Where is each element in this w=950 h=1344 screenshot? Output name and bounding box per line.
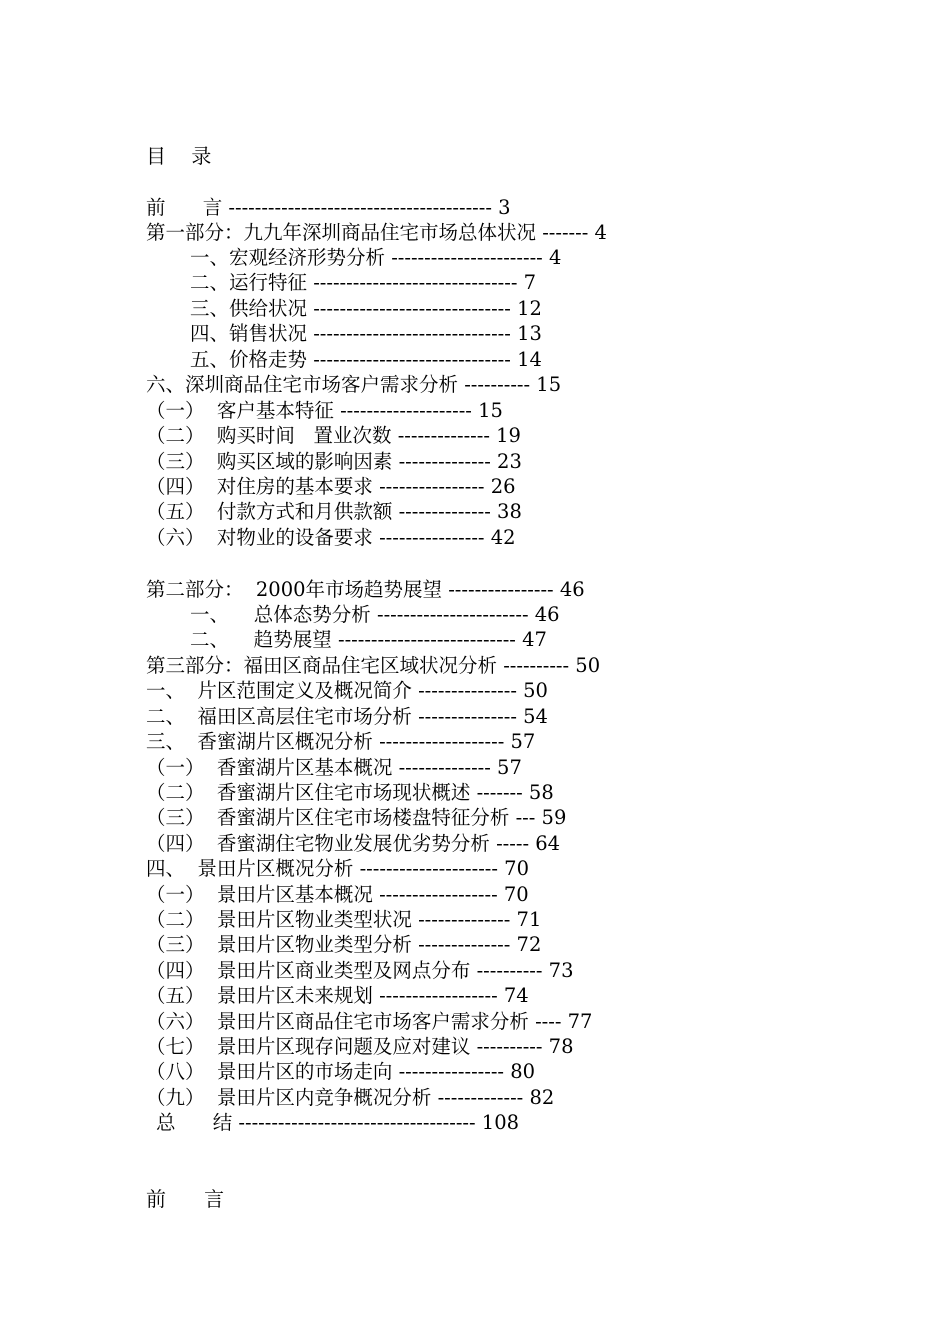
- toc-entry: （七） 景田片区现存问题及应对建议 ---------- 78: [146, 1035, 574, 1058]
- toc-entry: （二） 购买时间 置业次数 -------------- 19: [146, 424, 521, 447]
- toc-entry: （三） 购买区域的影响因素 -------------- 23: [146, 450, 522, 473]
- toc-entry: （一） 香蜜湖片区基本概况 -------------- 57: [146, 756, 522, 779]
- intro-heading: 前 言: [146, 1187, 225, 1211]
- toc-entry: 一、 总体态势分析 ----------------------- 46: [190, 603, 560, 626]
- toc-entry: （一） 景田片区基本概况 ------------------ 70: [146, 883, 529, 906]
- toc-entry: 一、 片区范围定义及概况简介 --------------- 50: [146, 679, 548, 702]
- toc-entry: （四） 香蜜湖住宅物业发展优劣势分析 ----- 64: [146, 832, 561, 855]
- toc-entry: （八） 景田片区的市场走向 ---------------- 80: [146, 1060, 536, 1083]
- toc-entry: （三） 景田片区物业类型分析 -------------- 72: [146, 933, 542, 956]
- toc-entry: （二） 香蜜湖片区住宅市场现状概述 ------- 58: [146, 781, 554, 804]
- toc-entry: （五） 付款方式和月供款额 -------------- 38: [146, 500, 522, 523]
- toc-entry: 六、深圳商品住宅市场客户需求分析 ---------- 15: [146, 373, 562, 396]
- toc-entry: （五） 景田片区未来规划 ------------------ 74: [146, 984, 529, 1007]
- toc-entry: 前 言 ---------------------------------------- 3: [146, 196, 511, 219]
- toc-entry: 四、销售状况 ------------------------------ 13: [190, 322, 542, 345]
- toc-entry: 四、 景田片区概况分析 --------------------- 70: [146, 857, 529, 880]
- toc-entry: （二） 景田片区物业类型状况 -------------- 71: [146, 908, 542, 931]
- toc-entry: 三、 香蜜湖片区概况分析 ------------------- 57: [146, 730, 536, 753]
- toc-entry: （六） 对物业的设备要求 ---------------- 42: [146, 526, 516, 549]
- toc-entry: （四） 景田片区商业类型及网点分布 ---------- 73: [146, 959, 574, 982]
- toc-entry: 第三部分：福田区商品住宅区域状况分析 ---------- 50: [146, 654, 601, 677]
- toc-entry: 二、 趋势展望 --------------------------- 47: [190, 628, 547, 651]
- toc-entry: （三） 香蜜湖片区住宅市场楼盘特征分析 --- 59: [146, 806, 567, 829]
- toc-entry: （九） 景田片区内竞争概况分析 ------------- 82: [146, 1086, 555, 1109]
- toc-entry: 二、 福田区高层住宅市场分析 --------------- 54: [146, 705, 548, 728]
- toc-entry: （一） 客户基本特征 -------------------- 15: [146, 399, 503, 422]
- toc-title: 目 录: [146, 144, 212, 168]
- toc-entry: 五、价格走势 ------------------------------ 14: [190, 348, 542, 371]
- toc-entry: 总 结 ------------------------------------ 108: [156, 1111, 520, 1134]
- toc-entry: 第一部分：九九年深圳商品住宅市场总体状况 ------- 4: [146, 221, 607, 244]
- toc-entry: 一、宏观经济形势分析 ----------------------- 4: [190, 246, 562, 269]
- toc-entry: 第二部分： 2000年市场趋势展望 ---------------- 46: [146, 578, 585, 601]
- toc-entry: 三、供给状况 ------------------------------ 12: [190, 297, 542, 320]
- toc-entry: （六） 景田片区商品住宅市场客户需求分析 ---- 77: [146, 1010, 593, 1033]
- toc-entry: （四） 对住房的基本要求 ---------------- 26: [146, 475, 516, 498]
- toc-entry: 二、运行特征 ------------------------------- 7: [190, 271, 537, 294]
